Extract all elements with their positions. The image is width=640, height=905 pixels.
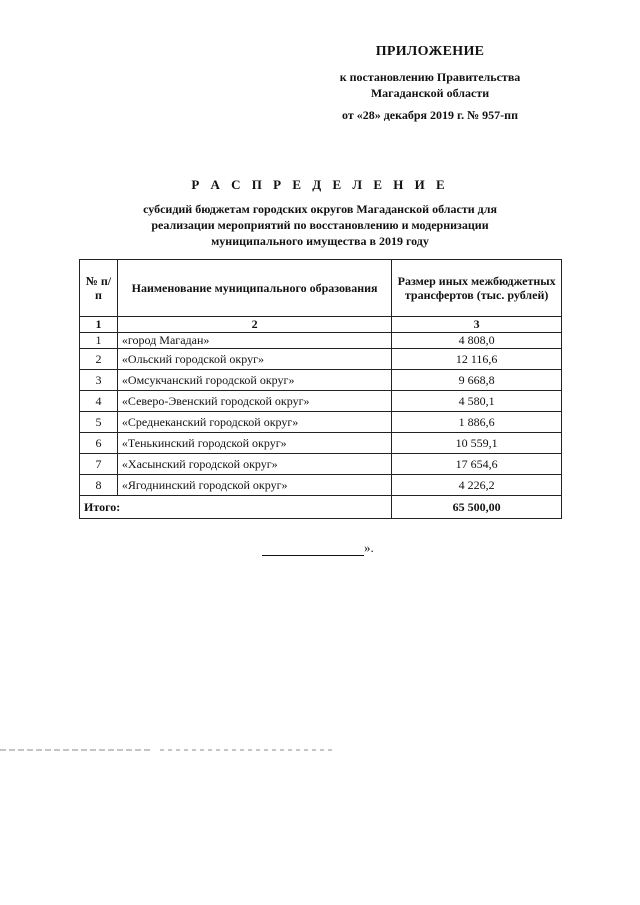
row-value: 17 654,6	[392, 454, 562, 475]
row-value: 12 116,6	[392, 349, 562, 370]
appendix-title: ПРИЛОЖЕНИЕ	[375, 44, 485, 59]
table-row	[80, 412, 562, 433]
heading-subtitle-line-1: субсидий бюджетам городских округов Магаданской области для	[143, 202, 497, 216]
row-value: 9 668,8	[392, 370, 562, 391]
column-number: 1	[80, 317, 118, 333]
table-row	[80, 475, 562, 496]
table-row	[80, 370, 562, 391]
closing-quote: ».	[364, 540, 374, 555]
table-header-row	[80, 260, 562, 317]
table-row	[80, 333, 562, 349]
table-row	[80, 391, 562, 412]
row-value: 4 226,2	[392, 475, 562, 496]
header-amount: Размер иных межбюджетных трансфертов (тыс. рублей)	[392, 260, 562, 317]
row-name: «Тенькинский городской округ»	[117, 433, 391, 454]
row-number: 4	[80, 391, 118, 412]
row-name: «Омсукчанский городской округ»	[117, 370, 391, 391]
table-row	[80, 454, 562, 475]
scan-artifact-line	[0, 749, 640, 751]
closing-mark	[262, 540, 374, 556]
row-number: 7	[80, 454, 118, 475]
row-number: 2	[80, 349, 118, 370]
total-row	[80, 496, 562, 519]
appendix-line-2: Магаданской области	[370, 86, 490, 100]
header-name: Наименование муниципального образования	[117, 260, 391, 317]
row-name: «Северо-Эвенский городской округ»	[117, 391, 391, 412]
table-row	[80, 349, 562, 370]
appendix-line-1: к постановлению Правительства	[339, 70, 521, 84]
row-number: 3	[80, 370, 118, 391]
table-row	[80, 433, 562, 454]
column-number: 2	[117, 317, 391, 333]
total-label: Итого:	[80, 496, 392, 519]
row-number: 5	[80, 412, 118, 433]
total-value: 65 500,00	[392, 496, 562, 519]
row-number: 6	[80, 433, 118, 454]
row-number: 1	[80, 333, 118, 349]
heading-title: Р А С П Р Е Д Е Л Е Н И Е	[191, 177, 449, 192]
closing-underline	[262, 543, 364, 556]
row-value: 4 580,1	[392, 391, 562, 412]
heading-subtitle-line-2: реализации мероприятий по восстановлению и модернизации	[151, 218, 489, 232]
distribution-table	[79, 259, 562, 519]
row-name: «Хасынский городской округ»	[117, 454, 391, 475]
row-name: «Ягоднинский городской округ»	[117, 475, 391, 496]
row-value: 1 886,6	[392, 412, 562, 433]
heading-subtitle-line-3: муниципального имущества в 2019 году	[211, 234, 429, 248]
column-number: 3	[392, 317, 562, 333]
header-num: № п/п	[80, 260, 118, 317]
row-name: «Среднеканский городской округ»	[117, 412, 391, 433]
column-number-row	[80, 317, 562, 333]
row-number: 8	[80, 475, 118, 496]
row-name: «город Магадан»	[117, 333, 391, 349]
row-name: «Ольский городской округ»	[117, 349, 391, 370]
row-value: 10 559,1	[392, 433, 562, 454]
row-value: 4 808,0	[392, 333, 562, 349]
appendix-line-3: от «28» декабря 2019 г. № 957-пп	[341, 108, 518, 122]
